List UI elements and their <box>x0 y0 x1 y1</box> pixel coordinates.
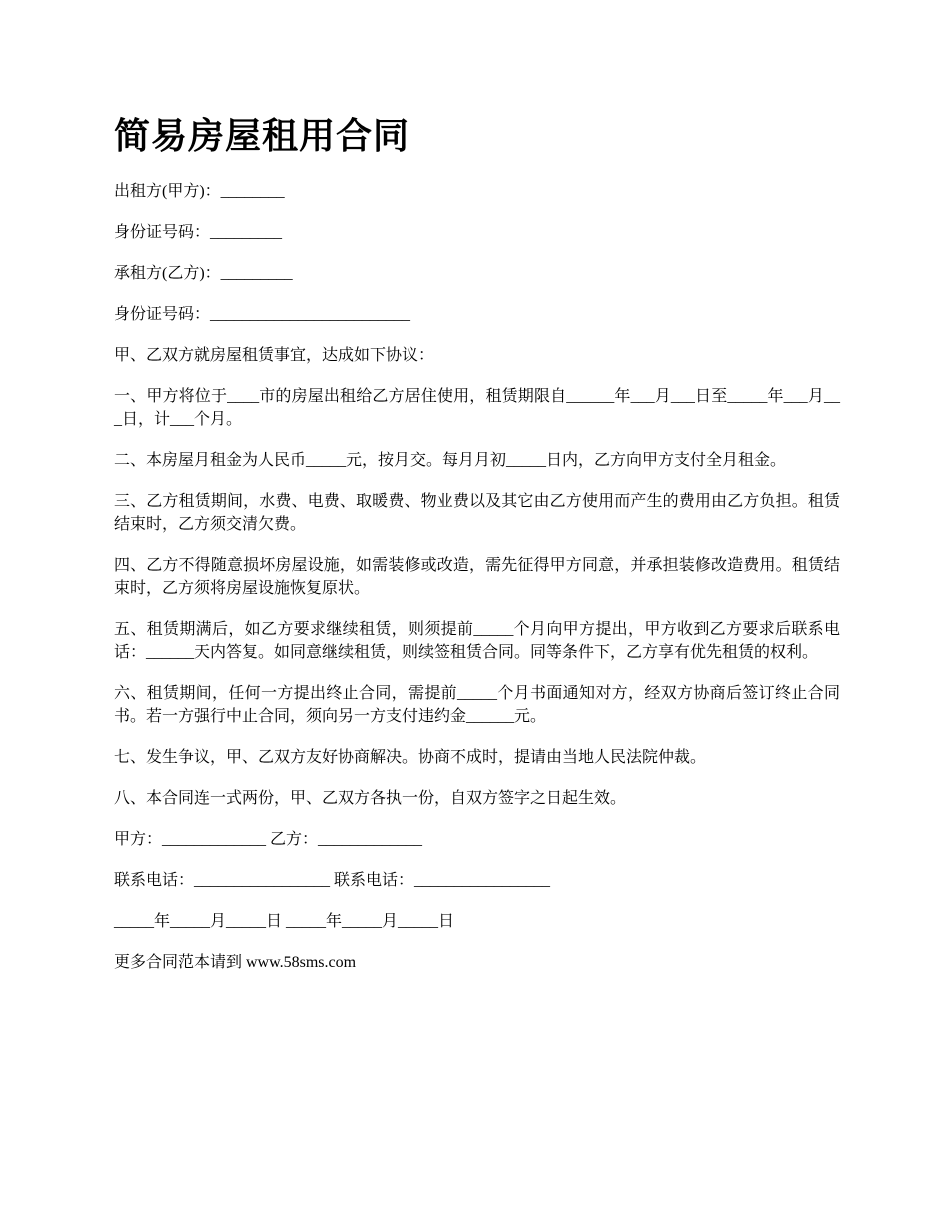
clause-2: 二、本房屋月租金为人民币_____元，按月交。每月月初_____日内，乙方向甲方支付全月租金。 <box>114 452 787 469</box>
signature-line: 甲方：_____________ 乙方：_____________ <box>114 831 423 848</box>
document-title: 简易房屋租用合同 <box>114 116 411 156</box>
document-page <box>114 112 840 992</box>
lessee-id-line: 身份证号码：_________________________ <box>114 306 411 323</box>
clause-1: 一、甲方将位于____市的房屋出租给乙方居住使用，租赁期限自______年___月___日至_____年___月___日，计___个月。 <box>114 388 840 428</box>
date-line: _____年_____月_____日 _____年_____月_____日 <box>114 913 455 930</box>
footer-link-text: 更多合同范本请到 www.58sms.com <box>114 954 357 971</box>
clause-7: 七、发生争议，甲、乙双方友好协商解决。协商不成时，提请由当地人民法院仲裁。 <box>114 749 707 766</box>
clause-6: 六、租赁期间，任何一方提出终止合同，需提前_____个月书面通知对方，经双方协商后签订终止合同书。若一方强行中止合同，须向另一方支付违约金______元。 <box>114 685 840 725</box>
contact-phone-line: 联系电话：_________________ 联系电话：_________________ <box>114 872 551 889</box>
clause-5: 五、租赁期满后，如乙方要求继续租赁，则须提前_____个月向甲方提出，甲方收到乙方要求后联系电话：______天内答复。如同意继续租赁，则续签租赁合同。同等条件下，乙方享有优先租赁的权利。 <box>114 621 840 661</box>
lessee-line: 承租方(乙方)：_________ <box>114 265 293 282</box>
agreement-intro: 甲、乙双方就房屋租赁事宜，达成如下协议： <box>114 347 435 364</box>
clause-3: 三、乙方租赁期间，水费、电费、取暖费、物业费以及其它由乙方使用而产生的费用由乙方负担。租赁结束时，乙方须交清欠费。 <box>114 493 840 533</box>
lessor-id-line: 身份证号码：_________ <box>114 224 283 241</box>
lessor-line: 出租方(甲方)：________ <box>114 183 285 200</box>
clause-4: 四、乙方不得随意损坏房屋设施，如需装修或改造，需先征得甲方同意，并承担装修改造费用。租赁结束时，乙方须将房屋设施恢复原状。 <box>114 557 840 597</box>
clause-8: 八、本合同连一式两份，甲、乙双方各执一份，自双方签字之日起生效。 <box>114 790 627 807</box>
